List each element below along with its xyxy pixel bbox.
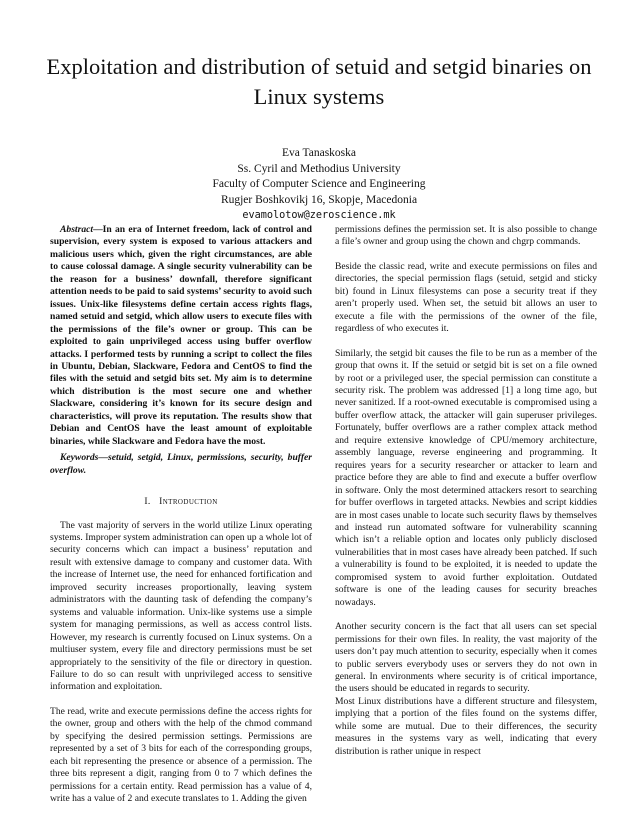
abstract: Abstract—In an era of Internet freedom, lack of control and supervision, every system is exposed to various attackers and malicious users which, given the right circumstances, are able to cause colossal damage. A single security vulnerability can be the reason for a business’ downfall, therefore significant attention needs to be paid to said systems’ security to avoid such issues. Unix-like filesystems define certain access rights flags, named setuid and setgid, which allow users to execute files with the permissions of the file’s owner or group. This can be exploited to gain unprivileged access using buffer overflow attacks. I performed tests by running a script to collect the files in Ubuntu, Debian, Slackware, Fedora and CentOS to find the files with the setuid and setgid bits set. My aim is to determine which distribution is the most secure one and whether Slackware, considering it’s known for its secure design and characteristics, will prove its reputation. The results show that Debian and CentOS have the least amount of exploitable binaries, while Slackware and Fedora have the most.: [50, 224, 312, 447]
section-number: I.: [144, 496, 151, 508]
body-paragraph-1: permissions defines the permission set. It is also possible to change a file’s owner and group using the chown and chgrp commands.: [335, 224, 597, 248]
author-name: Eva Tanaskoska: [281, 147, 357, 159]
section-title: Introduction: [159, 496, 218, 508]
left-column: [50, 224, 312, 805]
author-email: evamolotow@zeroscience.mk: [242, 210, 396, 222]
body-paragraph-3: Similarly, the setgid bit causes the file to be run as a member of the group that owns it. If the setuid or setgid bit is set on a file owned by root or a privileged user, the special permission can constitute a security risk. The problem was addressed [1] a long time ago, but never sanitized. If a root-owned executable is compromised using a buffer overflow attack, the attacker will gain superuser privileges. Fortunately, buffer overflows are a rather complex attack method and require extensive knowledge of CPU/memory architecture, assembly language, reverse engineering and programming. It requires years for a security researcher or attacker to learn and practice before they are able to find and execute a buffer overflow in software. Only the most determined attackers resort to searching for buffer overflows in targeted attacks. Newbies and script kiddies are in most cases unable to locate such security flaws by themselves and instead run automated software for vulnerability scanning which isn’t a reliable option and locates only publicly disclosed vulnerabilities that in most cases have already been patched. If such a vulnerability is found to be exploited, it is needed to update the compromised system to avoid further exploitation. Outdated software is one of the leading causes for security breaches nowadays.: [335, 347, 597, 608]
right-column: [335, 224, 597, 758]
keywords-label: Keywords: [60, 452, 99, 464]
keywords: Keywords—setuid, setgid, Linux, permissions, security, buffer overflow.: [50, 452, 312, 476]
paper-title: Exploitation and distribution of setuid and setgid binaries on Linux systems: [46, 54, 592, 109]
intro-paragraph-1: The vast majority of servers in the world utilize Linux operating systems. Improper system administration can open up a whole lot of security concerns which can impact a business’ reputation and result with extensive damage to company and customer data. With the increase of Internet use, the need for enhanced fortification and improved security increases proportionally, leaving system administrators with the daunting task of defending the company’s systems and valuable information. Unix-like systems use a simple system for managing permissions, as well as access control lists. However, my research is currently focused on Linux systems. On a multiuser system, every file and directory permissions must be set appropriately to the sensitivity of the file or directory in question. Failure to do so can result with unprivileged access to sensitive information and exploitation.: [50, 519, 312, 693]
author-block: [150, 146, 488, 224]
keywords-text: setuid, setgid, Linux, permissions, security, buffer overflow.: [50, 452, 312, 476]
body-paragraph-2: Beside the classic read, write and execute permissions on files and directories, the special permission flags (setuid, setgid and sticky bit) found in Linux filesystems can pose a security treat if they aren’t properly used. When set, the setuid bit allows an user to execute a file with the permissions of the owner of the file, regardless of who executes it.: [335, 260, 597, 335]
section-heading: [50, 496, 312, 508]
body-paragraph-5: Most Linux distributions have a different structure and filesystem, implying that a portion of the files found on the systems differ, while some are mutual. Due to their differences, the security measures in the systems vary as well, indicating that every distribution is rather unique in respect: [335, 695, 597, 757]
author-address: Rugjer Boshkovikj 16, Skopje, Macedonia: [220, 193, 418, 206]
abstract-text: In an era of Internet freedom, lack of control and supervision, every system is exposed to various attackers and malicious users which, given the right circumstances, are able to cause colossal damage. A single security vulnerability can be the reason for a business’ downfall, therefore significant attention needs to be paid to said systems’ security to avoid such issues. Unix-like filesystems define certain access rights flags, named setuid and setgid, which allow users to execute files with the permissions of the file’s owner or group. This can be exploited to gain unprivileged access using buffer overflow attacks. I performed tests by running a script to collect the files in Ubuntu, Debian, Slackware, Fedora and CentOS to find the files with the setuid and setgid bits set. My aim is to determine which distribution is the most secure one and whether Slackware, considering it’s known for its secure design and characteristics, will prove its reputation. The results show that Debian and CentOS have the least amount of exploitable binaries, while Slackware and Fedora have the most.: [50, 224, 312, 447]
intro-paragraph-2: The read, write and execute permissions define the access rights for the owner, group and others with the help of the chmod command by specifying the desired permission settings. Permissions are represented by a set of 3 bits for each of the corresponding groups, each bit representing the presence or absence of a permission. The three bits represent a digit, ranging from 0 to 7 which defines the permissions for a certain entity. Read permission has a value of 4, write has a value of 2 and execute translates to 1. Adding the given: [50, 705, 312, 805]
body-paragraph-4: Another security concern is the fact that all users can set special permissions for their own files. In reality, the vast majority of the users don’t pay much attention to security, especially when it comes to public servers everybody uses or servers they do not own in general. In environments where security is of critical importance, the users should be educated in regards to security.: [335, 621, 597, 695]
author-faculty: Faculty of Computer Science and Engineering: [212, 178, 426, 191]
author-university: Ss. Cyril and Methodius University: [237, 162, 401, 175]
abstract-label: Abstract: [60, 224, 94, 235]
